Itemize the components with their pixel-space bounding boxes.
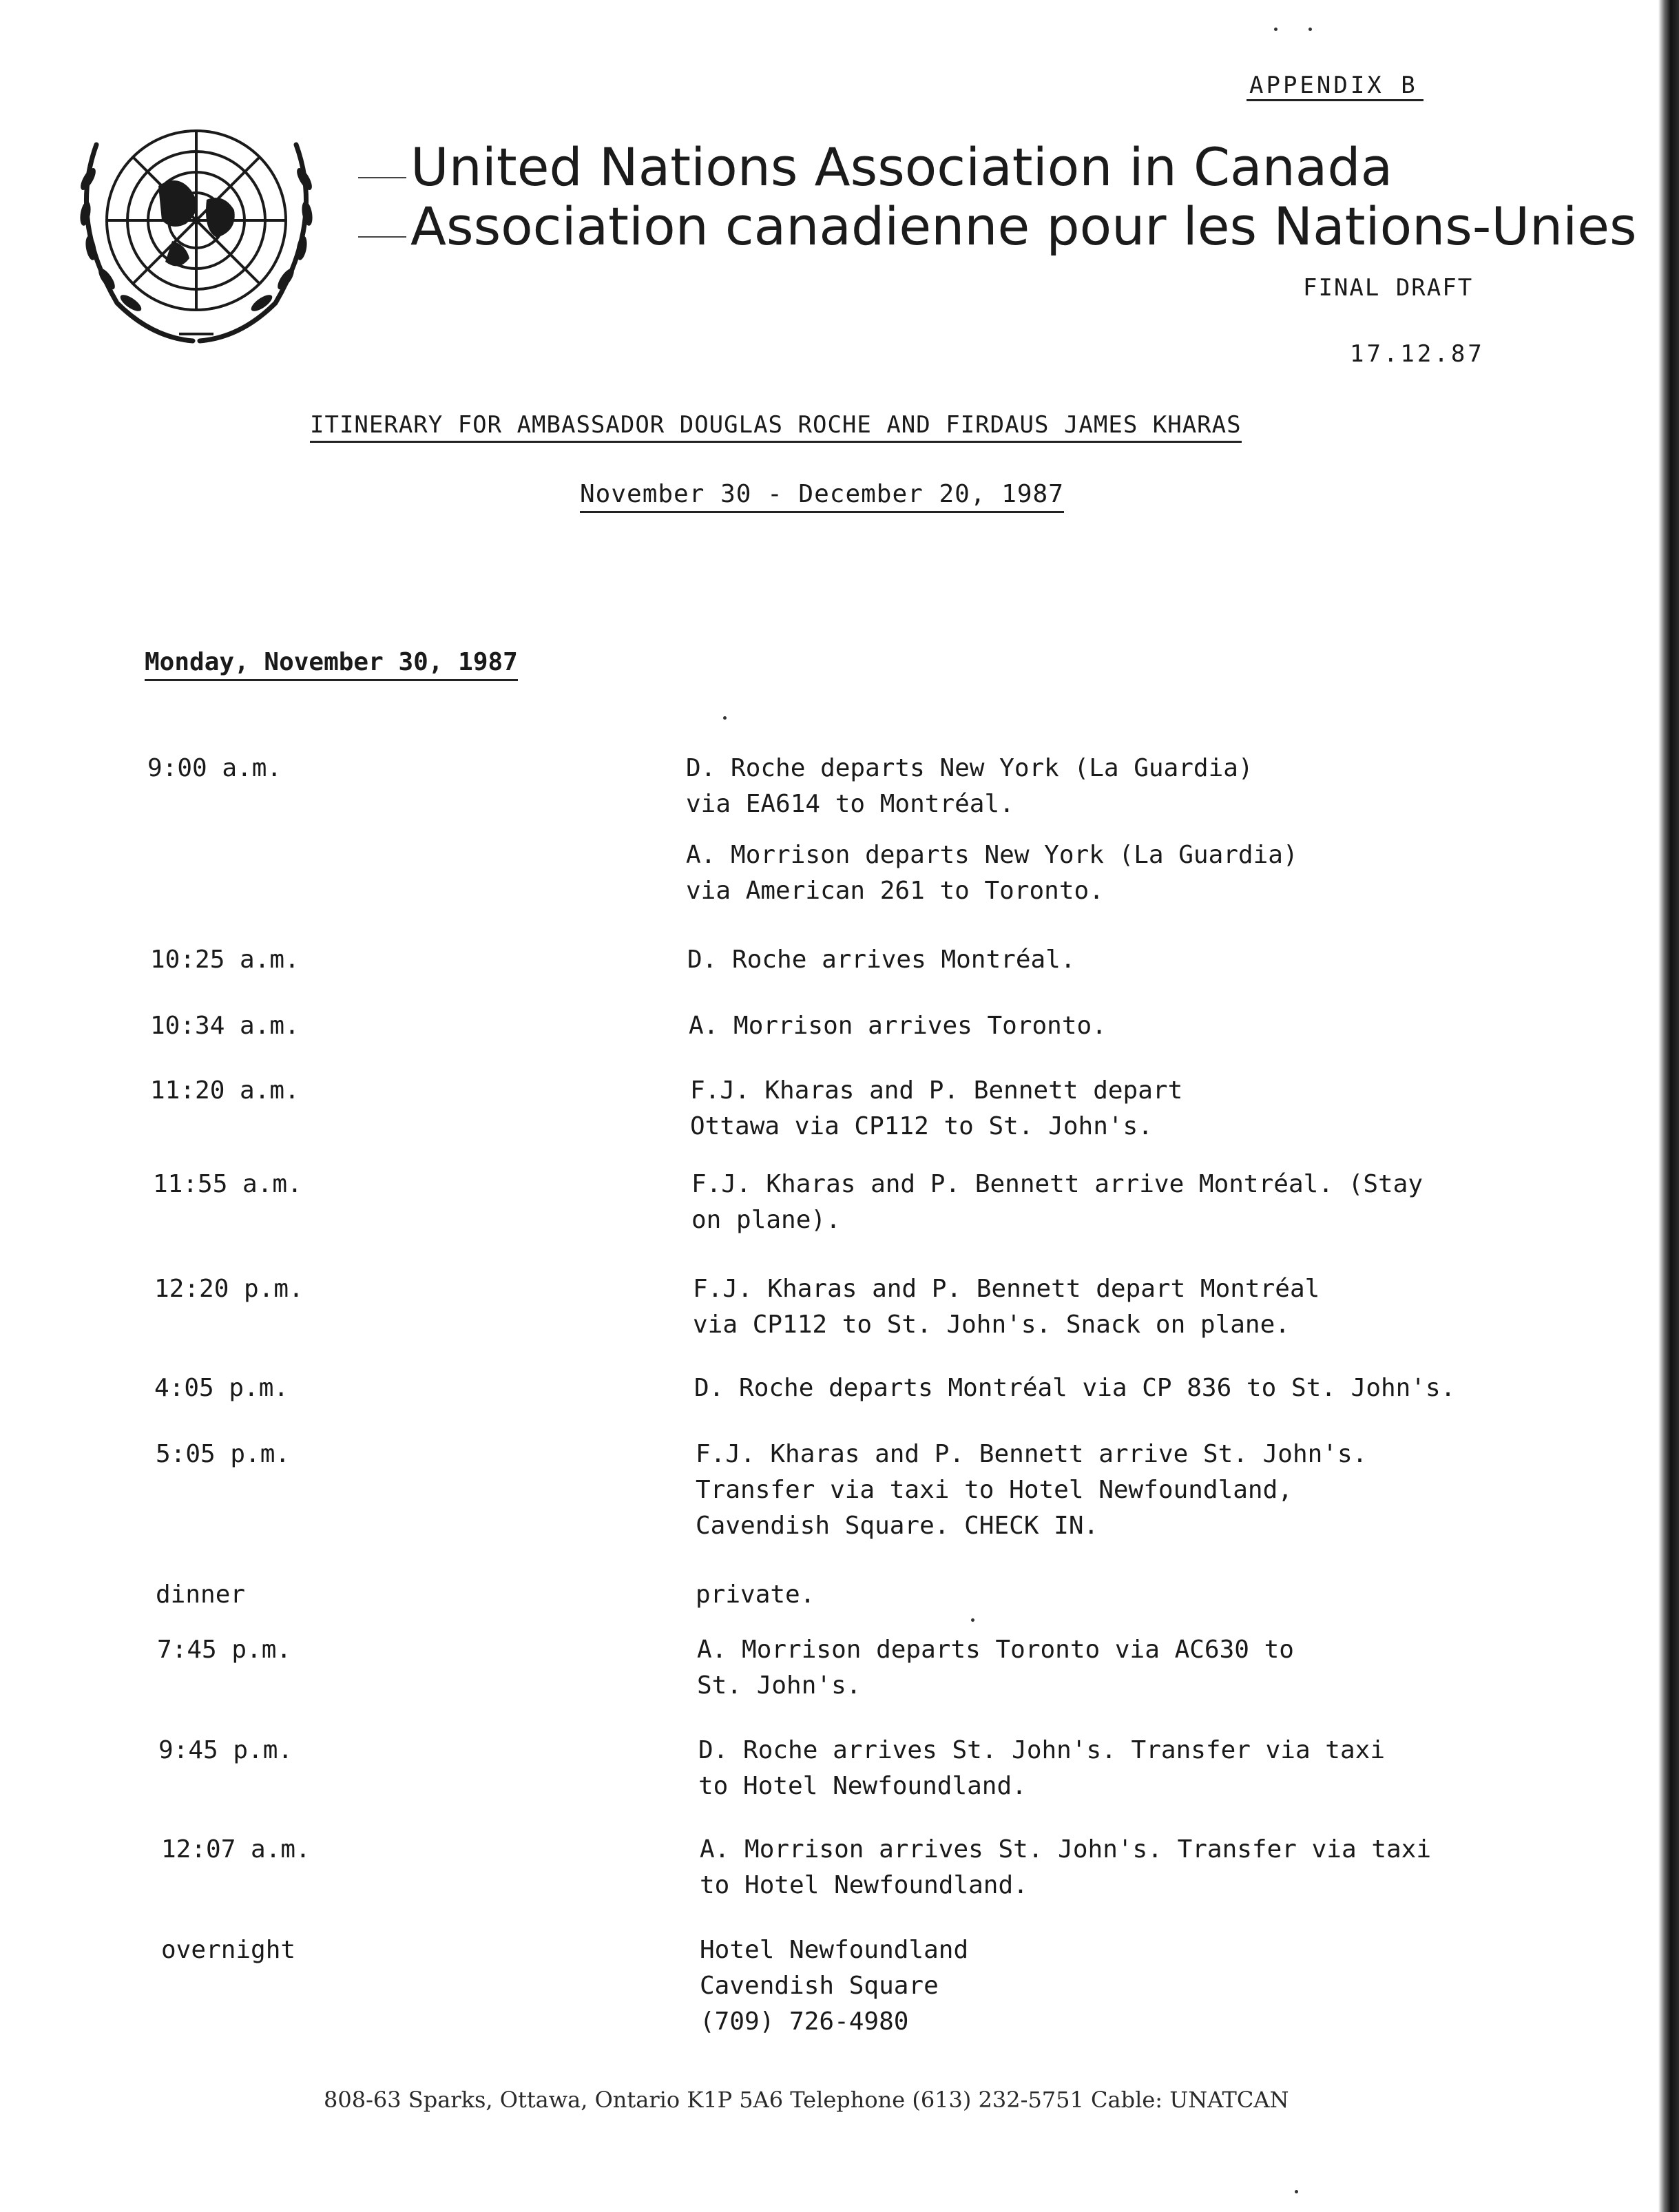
entry-description [687, 942, 1076, 978]
appendix-label: APPENDIX B [1247, 72, 1424, 101]
entry-description-line: Cavendish Square [700, 1972, 939, 2000]
entry-description-line: to Hotel Newfoundland. [698, 1772, 1027, 1800]
entry-description [700, 1932, 968, 2040]
draft-status: FINAL DRAFT [1303, 274, 1474, 302]
lead-rule [358, 176, 406, 178]
entry-description [694, 1370, 1455, 1406]
entry-time: 12:20 p.m. [154, 1275, 304, 1303]
footer-address: 808-63 Sparks, Ottawa, Ontario K1P 5A6 Telephone (613) 232-5751 Cable: UNATCAN [324, 2087, 1289, 2113]
entry-time: 12:07 a.m. [161, 1835, 311, 1864]
entry-description-line: F.J. Kharas and P. Bennett depart Montréal [693, 1275, 1320, 1303]
entry-description-line: via American 261 to Toronto. [686, 877, 1104, 905]
entry-description-line: D. Roche arrives Montréal. [687, 946, 1076, 974]
scan-edge [1658, 0, 1679, 2212]
entry-time: dinner [156, 1580, 246, 1609]
document-title: ITINERARY FOR AMBASSADOR DOUGLAS ROCHE AND FIRDAUS JAMES KHARAS [310, 409, 1242, 443]
entry-description [700, 1832, 1431, 1903]
entry-time: 4:05 p.m. [154, 1374, 289, 1402]
organization-names [358, 138, 1637, 256]
entry-description-line: via CP112 to St. John's. Snack on plane. [693, 1311, 1290, 1339]
entry-description [693, 1271, 1320, 1343]
entry-description [698, 1733, 1385, 1804]
entry-description-line: D. Roche departs New York (La Guardia) [686, 754, 1253, 782]
entry-description-line: Transfer via taxi to Hotel Newfoundland, [696, 1476, 1293, 1504]
entry-description-line: to Hotel Newfoundland. [700, 1871, 1028, 1899]
entry-description-line: A. Morrison arrives St. John's. Transfer via taxi [700, 1835, 1432, 1864]
entry-description [689, 1008, 1107, 1044]
entry-description [690, 1073, 1182, 1145]
entry-time: overnight [161, 1936, 296, 1964]
entry-description-line: A. Morrison arrives Toronto. [689, 1012, 1107, 1040]
scan-speck [1274, 28, 1278, 31]
entry-description-line: (709) 726-4980 [700, 2007, 909, 2036]
entry-time: 10:25 a.m. [150, 946, 300, 974]
entry-description [696, 1437, 1367, 1544]
entry-description [691, 1167, 1423, 1238]
entry-description-line: D. Roche departs Montréal via CP 836 to St. John's. [694, 1374, 1456, 1402]
entry-time: 5:05 p.m. [156, 1440, 291, 1468]
entry-description-line: F.J. Kharas and P. Bennett depart [690, 1076, 1183, 1105]
entry-description-line: Cavendish Square. CHECK IN. [696, 1512, 1099, 1540]
scan-speck [1308, 28, 1312, 31]
entry-description [696, 1577, 815, 1613]
entry-description-line: D. Roche arrives St. John's. Transfer via taxi [698, 1736, 1385, 1764]
entry-description-line: F.J. Kharas and P. Bennett arrive Montréal. (Stay [691, 1170, 1424, 1198]
entry-description-line: St. John's. [697, 1671, 862, 1700]
entry-description-line: F.J. Kharas and P. Bennett arrive St. John's. [696, 1440, 1368, 1468]
entry-time: 11:20 a.m. [150, 1076, 300, 1105]
document-date-range: November 30 - December 20, 1987 [580, 478, 1064, 513]
entry-time: 9:45 p.m. [158, 1736, 293, 1764]
draft-date: 17.12.87 [1350, 340, 1485, 368]
un-emblem-icon [55, 103, 337, 351]
entry-time: 10:34 a.m. [150, 1012, 300, 1040]
entry-description-line: via EA614 to Montréal. [686, 790, 1014, 818]
entry-description [686, 837, 1298, 909]
entry-description [686, 751, 1253, 822]
lead-rule [358, 235, 406, 238]
entry-description-line: Ottawa via CP112 to St. John's. [690, 1112, 1153, 1140]
entry-time: 9:00 a.m. [147, 754, 282, 782]
entry-description-line: private. [696, 1580, 815, 1609]
org-name-french: Association canadienne pour les Nations-Unies [358, 197, 1637, 256]
entry-time: 7:45 p.m. [157, 1636, 292, 1664]
entry-description-line: Hotel Newfoundland [700, 1936, 969, 1964]
entry-description-line: A. Morrison departs New York (La Guardia) [686, 841, 1298, 869]
entry-description-line: A. Morrison departs Toronto via AC630 to [697, 1636, 1294, 1664]
scan-speck [723, 716, 727, 720]
entry-description-line: on plane). [691, 1206, 841, 1234]
day-heading: Monday, November 30, 1987 [145, 646, 518, 681]
entry-description [697, 1632, 1294, 1704]
entry-time: 11:55 a.m. [153, 1170, 302, 1198]
org-name-english: United Nations Association in Canada [358, 138, 1637, 197]
scan-speck [971, 1618, 974, 1622]
scan-speck [1295, 2190, 1298, 2193]
